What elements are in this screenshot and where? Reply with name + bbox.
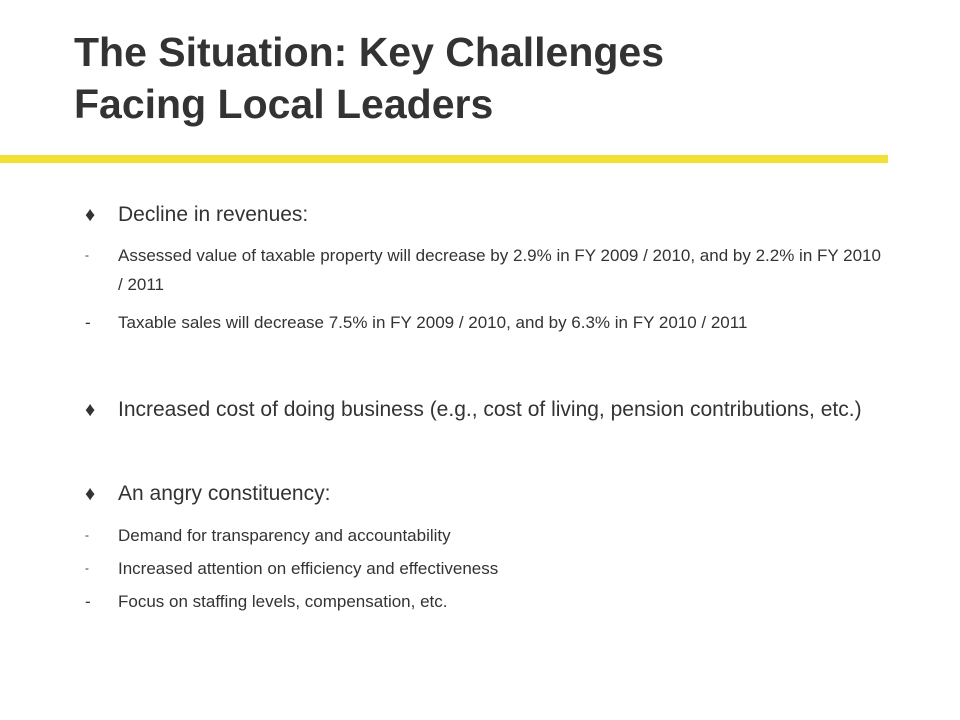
revenues-sub-item-text: Taxable sales will decrease 7.5% in FY 2009 / 2010, and by 6.3% in FY 2010 / 2011 [118,313,748,332]
constituency-heading: An angry constituency: [118,482,331,505]
dash-icon: - [85,248,89,262]
diamond-icon: ♦ [85,399,96,421]
constituency-sub-item-text: Increased attention on efficiency and effectiveness [118,559,499,578]
slide-title-line-1: The Situation: Key Challenges [74,29,665,75]
constituency-sub-item-2 [85,554,885,583]
revenues-bullet [85,200,885,230]
diamond-icon: ♦ [85,483,96,505]
costs-heading: Increased cost of doing business (e.g., cost of living, pension contributions, etc.) [118,398,862,421]
dash-icon: - [85,592,91,611]
constituency-section [85,479,885,625]
dash-icon: - [85,561,89,575]
constituency-bullet [85,479,885,509]
dash-icon: - [85,313,91,332]
slide-title [74,26,914,130]
revenues-section [85,200,885,346]
constituency-sub-item-3 [85,587,885,616]
dash-icon: - [85,528,89,542]
constituency-sub-item-text: Demand for transparency and accountability [118,526,451,545]
constituency-sub-item-1 [85,521,885,550]
costs-section [85,395,885,425]
title-underline-bar [0,155,888,163]
revenues-heading: Decline in revenues: [118,203,309,226]
diamond-icon: ♦ [85,204,96,226]
costs-bullet [85,395,885,425]
slide-title-line-2: Facing Local Leaders [74,81,494,127]
revenues-sub-item-text: Assessed value of taxable property will decrease by 2.9% in FY 2009 / 2010, and by 2.2% in FY 2010 / 2011 [118,246,881,294]
revenues-sub-item-1 [85,241,885,299]
revenues-sub-item-2 [85,308,885,337]
constituency-sub-item-text: Focus on staffing levels, compensation, etc. [118,592,448,611]
